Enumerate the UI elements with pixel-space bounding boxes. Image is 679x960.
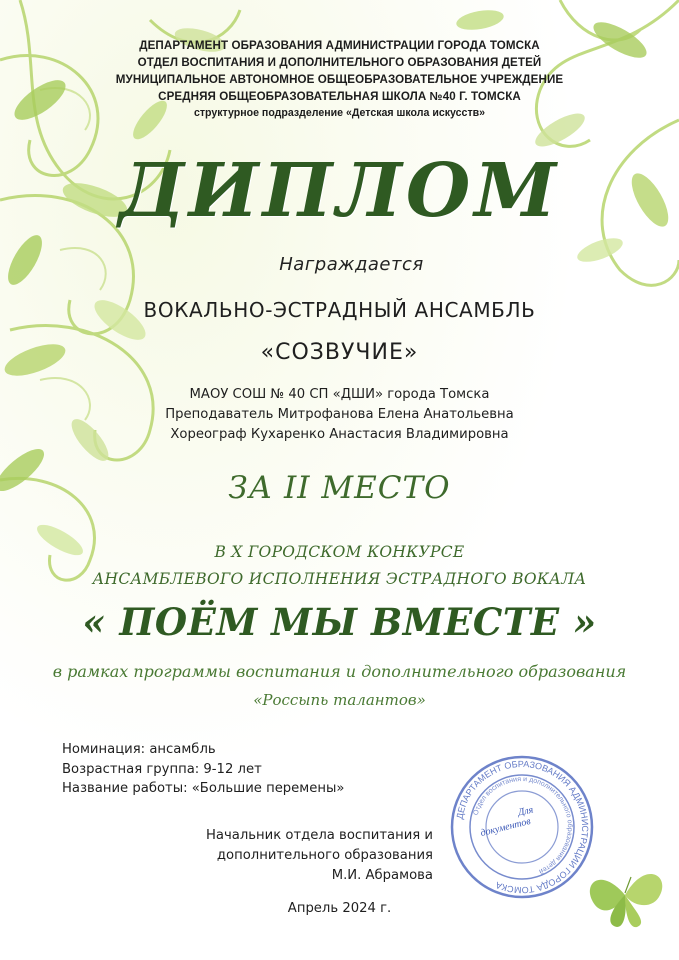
contest-line-1: В X ГОРОДСКОМ КОНКУРСЕ bbox=[214, 543, 465, 561]
header-line: ДЕПАРТАМЕНТ ОБРАЗОВАНИЯ АДМИНИСТРАЦИИ ГОРОДА ТОМСКА bbox=[139, 39, 540, 52]
ensemble-name: «СОЗВУЧИЕ» bbox=[260, 340, 419, 365]
contest-line-2: АНСАМБЛЕВОГО ИСПОЛНЕНИЯ ЭСТРАДНОГО ВОКАЛА bbox=[92, 570, 587, 588]
details-block bbox=[62, 740, 344, 799]
age-group: Возрастная группа: 9-12 лет bbox=[62, 761, 262, 777]
signature-name: М.И. Абрамова bbox=[331, 868, 433, 883]
nomination: Номинация: ансамбль bbox=[62, 742, 216, 757]
signature-position: Начальник отдела воспитания и bbox=[205, 828, 433, 843]
school-line: МАОУ СОШ № 40 СП «ДШИ» города Томска bbox=[189, 387, 490, 402]
stamp-ring-text: ДЕПАРТАМЕНТ ОБРАЗОВАНИЯ АДМИНИСТРАЦИИ ГОРОДА ТОМСКА bbox=[454, 758, 591, 896]
header-block bbox=[0, 37, 679, 122]
signature-block bbox=[206, 826, 433, 886]
program-line: в рамках программы воспитания и дополнительного образования bbox=[52, 662, 627, 681]
issue-date: Апрель 2024 г. bbox=[287, 901, 392, 916]
participants-block bbox=[0, 385, 679, 445]
ensemble-type: ВОКАЛЬНО-ЭСТРАДНЫЙ АНСАМБЛЬ bbox=[143, 298, 536, 322]
header-line: СРЕДНЯЯ ОБЩЕОБРАЗОВАТЕЛЬНАЯ ШКОЛА №40 Г. ТОМСКА bbox=[158, 90, 521, 103]
diploma-title: ДИПЛОМ bbox=[118, 148, 561, 234]
signature-position-2: дополнительного образования bbox=[216, 848, 433, 863]
contest-name: « ПОЁМ МЫ ВМЕСТЕ » bbox=[82, 600, 597, 644]
work-title: Название работы: «Большие перемены» bbox=[62, 781, 345, 796]
stamp-inner-text: Отдел воспитания и дополнительного образования детей bbox=[472, 775, 574, 875]
stamp-center-line-2: документов bbox=[479, 815, 532, 840]
header-line: МУНИЦИПАЛЬНОЕ АВТОНОМНОЕ ОБЩЕОБРАЗОВАТЕЛЬНОЕ УЧРЕЖДЕНИЕ bbox=[115, 73, 564, 86]
awarded-label: Награждается bbox=[279, 254, 424, 275]
choreographer-line: Хореограф Кухаренко Анастасия Владимировна bbox=[170, 427, 509, 442]
place-award: ЗА II МЕСТО bbox=[228, 470, 451, 506]
stamp-center-line-1: Для bbox=[517, 804, 535, 819]
header-subtitle: структурное подразделение «Детская школа искусств» bbox=[193, 107, 486, 119]
header-line: ОТДЕЛ ВОСПИТАНИЯ И ДОПОЛНИТЕЛЬНОГО ОБРАЗОВАНИЯ ДЕТЕЙ bbox=[137, 56, 542, 69]
teacher-line: Преподаватель Митрофанова Елена Анатольевна bbox=[165, 407, 514, 422]
program-name: «Россыпь талантов» bbox=[253, 691, 426, 709]
